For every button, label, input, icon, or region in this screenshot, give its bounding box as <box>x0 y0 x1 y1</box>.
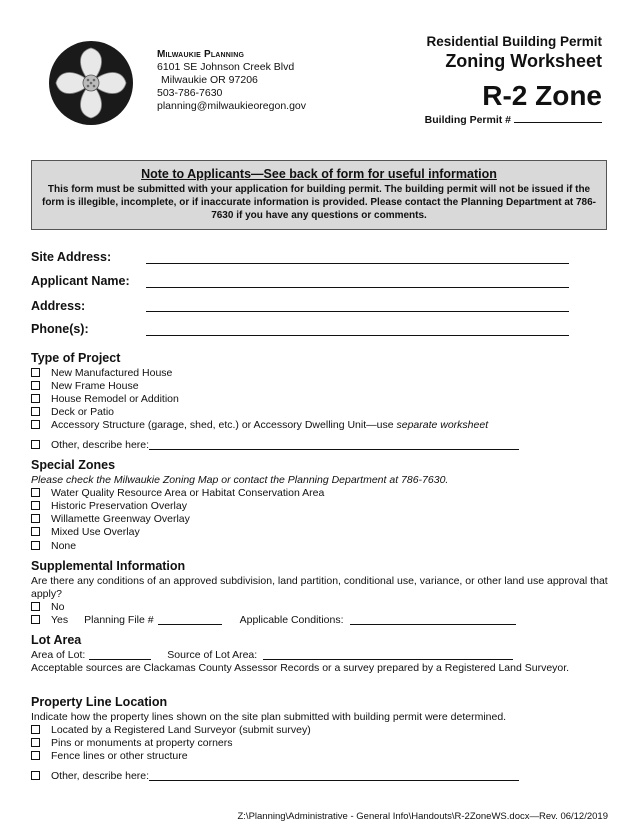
checkbox[interactable] <box>31 602 40 611</box>
checkbox[interactable] <box>31 488 40 497</box>
property-line-option[interactable]: Pins or monuments at property corners <box>31 737 233 749</box>
note-box <box>31 160 607 230</box>
applicable-conditions-label: Applicable Conditions: <box>239 614 344 626</box>
checkbox[interactable] <box>31 381 40 390</box>
lot-area-sources-note: Acceptable sources are Clackamas County Assessor Records or a survey prepared by a Registered Land Surveyor. <box>31 662 570 674</box>
title-line-2: Zoning Worksheet <box>445 51 602 71</box>
checkbox[interactable] <box>31 541 40 550</box>
separate-worksheet-note: separate worksheet <box>396 419 489 431</box>
planning-file-line[interactable] <box>158 614 222 625</box>
applicable-conditions-line[interactable] <box>350 614 516 625</box>
site-address-line[interactable] <box>146 263 569 264</box>
supplemental-heading: Supplemental Information <box>31 559 186 573</box>
source-of-lot-area-label: Source of Lot Area: <box>167 649 258 661</box>
footer-file-path: Z:\Planning\Administrative - General Info\Handouts\R-2ZoneWS.docx—Rev. 06/12/2019 <box>237 811 608 822</box>
org-name: Milwaukie Planning <box>157 49 245 60</box>
checkbox[interactable] <box>31 394 40 403</box>
city-logo <box>48 40 134 126</box>
title-line-1: Residential Building Permit <box>426 34 602 49</box>
site-address-label: Site Address: <box>31 250 112 264</box>
building-permit-line[interactable] <box>514 122 602 123</box>
area-of-lot-line[interactable] <box>89 649 151 660</box>
special-zone-option[interactable]: Mixed Use Overlay <box>31 526 140 538</box>
applicant-name-line[interactable] <box>146 287 569 288</box>
property-other-line[interactable] <box>149 770 519 781</box>
supplemental-no-option[interactable]: No <box>31 601 64 613</box>
address-line[interactable] <box>146 311 569 312</box>
address-label: Address: <box>31 299 86 313</box>
checkbox[interactable] <box>31 527 40 536</box>
project-option[interactable]: Accessory Structure (garage, shed, etc.) or Accessory Dwelling Unit—use separate worksheet <box>31 419 488 431</box>
special-zone-option[interactable]: Historic Preservation Overlay <box>31 500 187 512</box>
special-zone-option[interactable]: Water Quality Resource Area or Habitat Conservation Area <box>31 487 324 499</box>
org-email: planning@milwaukieoregon.gov <box>157 100 306 112</box>
note-body: This form must be submitted with your application for building permit. The building permit will not be issued if the form is illegible, incomplete, or if inaccurate information is provided. Please contact the Planning Department at 786-7630 if you have any questions or comments. <box>41 184 596 221</box>
property-line-option[interactable]: Located by a Registered Land Surveyor (submit survey) <box>31 724 311 736</box>
checkbox[interactable] <box>31 420 40 429</box>
applicant-name-label: Applicant Name: <box>31 274 130 288</box>
checkbox[interactable] <box>31 751 40 760</box>
property-line-instruction: Indicate how the property lines shown on the site plan submitted with building permit were determined. <box>31 711 507 723</box>
phone-label: Phone(s): <box>31 322 89 336</box>
property-line-heading: Property Line Location <box>31 695 168 709</box>
project-other-option[interactable]: Other, describe here: <box>31 439 519 451</box>
checkbox[interactable] <box>31 738 40 747</box>
phone-line[interactable] <box>146 335 569 336</box>
checkbox[interactable] <box>31 501 40 510</box>
area-of-lot-label: Area of Lot: <box>31 649 86 661</box>
checkbox[interactable] <box>31 771 40 780</box>
checkbox[interactable] <box>31 615 40 624</box>
building-permit-label: Building Permit # <box>424 114 511 126</box>
project-option[interactable]: New Frame House <box>31 380 139 392</box>
source-of-lot-area-line[interactable] <box>263 649 513 660</box>
project-option[interactable]: House Remodel or Addition <box>31 393 179 405</box>
checkbox[interactable] <box>31 368 40 377</box>
special-zone-option[interactable]: None <box>31 540 76 552</box>
type-of-project-heading: Type of Project <box>31 351 121 365</box>
special-zones-heading: Special Zones <box>31 458 116 472</box>
checkbox[interactable] <box>31 514 40 523</box>
planning-file-label: Planning File # <box>84 614 154 626</box>
checkbox[interactable] <box>31 407 40 416</box>
building-permit-field[interactable] <box>425 114 602 126</box>
property-other-option[interactable]: Other, describe here: <box>31 770 519 782</box>
organization-info <box>157 48 306 113</box>
property-line-option[interactable]: Fence lines or other structure <box>31 750 188 762</box>
org-address-1: 6101 SE Johnson Creek Blvd <box>157 61 295 73</box>
zone-title: R-2 Zone <box>482 80 602 111</box>
note-heading: Note to Applicants—See back of form for useful information <box>141 167 497 181</box>
org-phone: 503-786-7630 <box>157 87 223 99</box>
supplemental-question: Are there any conditions of an approved subdivision, land partition, conditional use, variance, or other land use approval that apply? <box>31 575 608 600</box>
checkbox[interactable] <box>31 725 40 734</box>
project-other-line[interactable] <box>149 439 519 450</box>
form-title <box>425 34 602 126</box>
org-address-2: Milwaukie OR 97206 <box>161 74 258 86</box>
checkbox[interactable] <box>31 440 40 449</box>
supplemental-yes-option[interactable]: Yes Planning File # Applicable Conditions: <box>31 614 516 626</box>
special-zone-option[interactable]: Willamette Greenway Overlay <box>31 513 190 525</box>
project-option[interactable]: Deck or Patio <box>31 406 114 418</box>
project-option[interactable]: New Manufactured House <box>31 367 172 379</box>
lot-area-heading: Lot Area <box>31 633 82 647</box>
lot-area-fields <box>31 649 513 661</box>
special-zones-instruction: Please check the Milwaukie Zoning Map or contact the Planning Department at 786-7630. <box>31 474 449 486</box>
